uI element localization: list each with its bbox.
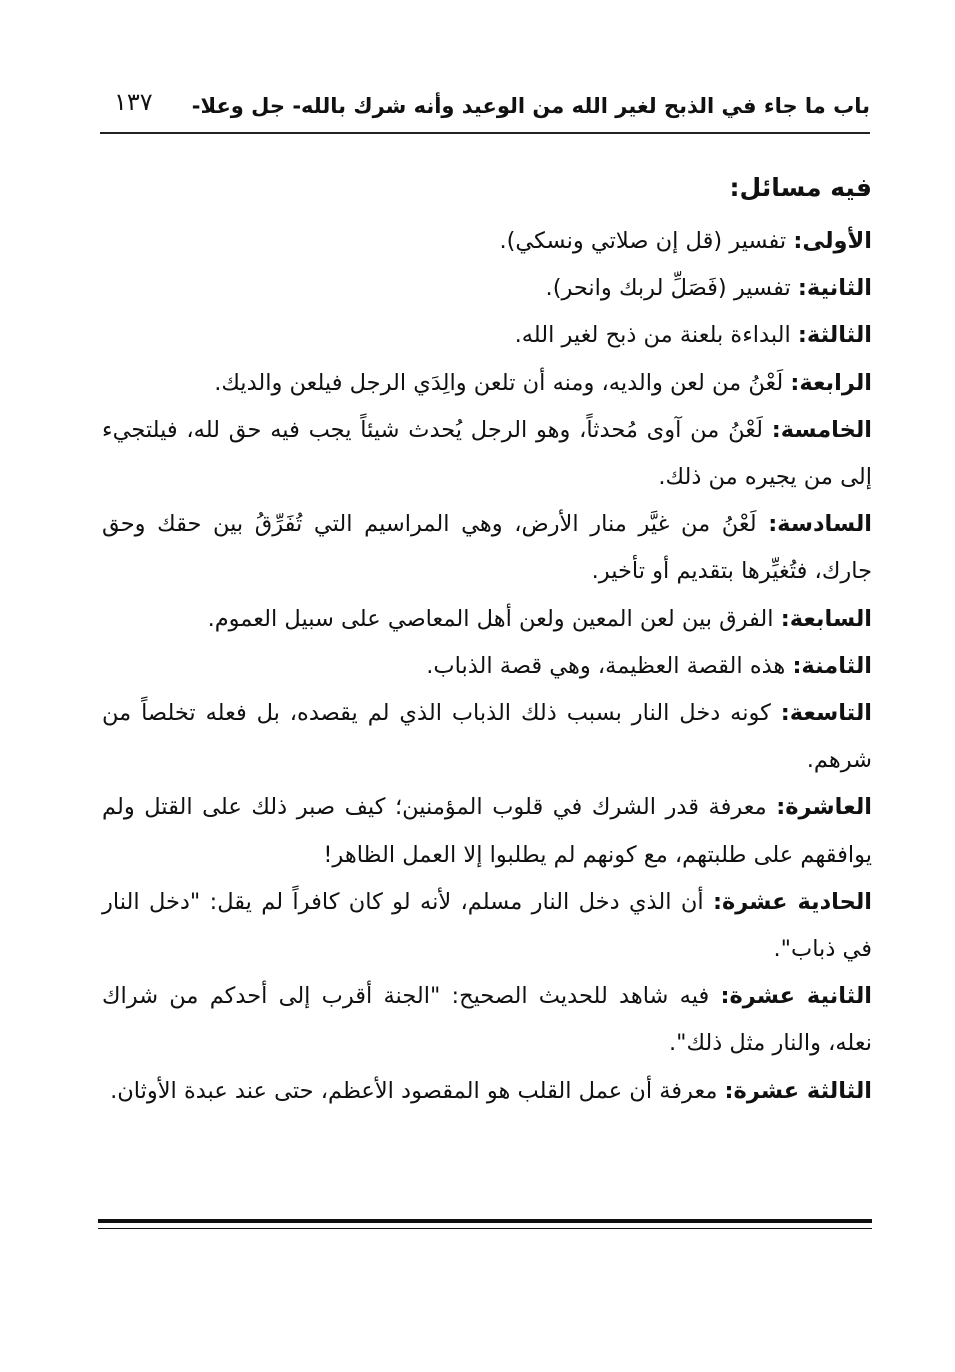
issue-item — [102, 643, 872, 690]
chapter-title: باب ما جاء في الذبح لغير الله من الوعيد وأنه شرك بالله- جل وعلا- — [191, 94, 870, 118]
issue-text: معرفة أن عمل القلب هو المقصود الأعظم، حتى عند عبدة الأوثان. — [110, 1077, 718, 1104]
section-title: فيه مسائل: — [729, 173, 872, 202]
page-number: ١٣٧ — [114, 88, 153, 116]
issue-text: فيه شاهد للحديث الصحيح: "الجنة أقرب إلى أحدكم من شراك نعله، والنار مثل ذلك". — [102, 983, 872, 1057]
issue-text: لَعْنُ من لعن والديه، ومنه أن تلعن والِدَي الرجل فيلعن والديك. — [214, 369, 784, 396]
issue-item — [102, 973, 872, 1067]
page-header — [100, 88, 870, 134]
issue-item — [102, 265, 872, 312]
issue-text: معرفة قدر الشرك في قلوب المؤمنين؛ كيف صبر ذلك على القتل ولم يوافقهم على طلبتهم، مع كونهم لم يطلبوا إلا العمل الظاهر! — [102, 794, 872, 868]
issue-text: تفسير (فَصَلِّ لربك وانحر). — [545, 275, 791, 302]
issue-item — [102, 501, 872, 595]
issue-label: السادسة: — [768, 511, 873, 538]
issue-item — [102, 784, 872, 878]
issue-label: الثانية: — [797, 275, 872, 302]
issue-text: الفرق بين لعن المعين ولعن أهل المعاصي على سبيل العموم. — [207, 605, 774, 632]
issue-text: تفسير (قل إن صلاتي ونسكي). — [499, 228, 787, 254]
issue-item — [102, 360, 872, 407]
issue-label: التاسعة: — [780, 700, 873, 727]
issue-text: كونه دخل النار بسبب ذلك الذباب الذي لم يقصده، بل فعله تخلصاً من شرهم. — [102, 700, 872, 774]
issue-label: الثامنة: — [792, 652, 872, 679]
issue-label: الثالثة: — [797, 322, 872, 349]
page-body — [102, 160, 872, 1115]
issue-label: الثالثة عشرة: — [724, 1077, 872, 1104]
issue-label: الرابعة: — [790, 369, 872, 396]
issue-text: البداءة بلعنة من ذبح لغير الله. — [514, 322, 791, 349]
issue-item — [102, 218, 872, 265]
issue-item — [102, 407, 872, 501]
issue-text: لَعْنُ من غيَّر منار الأرض، وهي المراسيم التي تُفَرِّقُ بين حقك وحق جارك، فتُغيِّرها بتقديم أو تأخير. — [102, 511, 872, 585]
issue-item — [102, 1068, 872, 1115]
issue-item — [102, 596, 872, 643]
issue-text: هذه القصة العظيمة، وهي قصة الذباب. — [426, 652, 786, 679]
issue-label: الخامسة: — [771, 416, 872, 443]
issue-label: العاشرة: — [776, 794, 872, 821]
issue-label: الحادية عشرة: — [712, 888, 873, 915]
issue-item — [102, 690, 872, 784]
footer-rule-thick — [98, 1219, 872, 1223]
issue-text: لَعْنُ من آوى مُحدثاً، وهو الرجل يُحدث شيئاً يجب فيه حق لله، فيلتجيء إلى من يجيره من ذلك. — [102, 416, 872, 491]
issue-label: السابعة: — [780, 605, 872, 632]
footer-rule-thin — [98, 1228, 872, 1229]
issue-label: الأولى: — [793, 228, 872, 254]
issue-label: الثانية عشرة: — [720, 983, 873, 1010]
issue-item — [102, 879, 872, 973]
issue-item — [102, 312, 872, 359]
issue-text: أن الذي دخل النار مسلم، لأنه لو كان كافراً لم يقل: "دخل النار في ذباب". — [102, 888, 872, 963]
header-rule — [100, 132, 870, 134]
